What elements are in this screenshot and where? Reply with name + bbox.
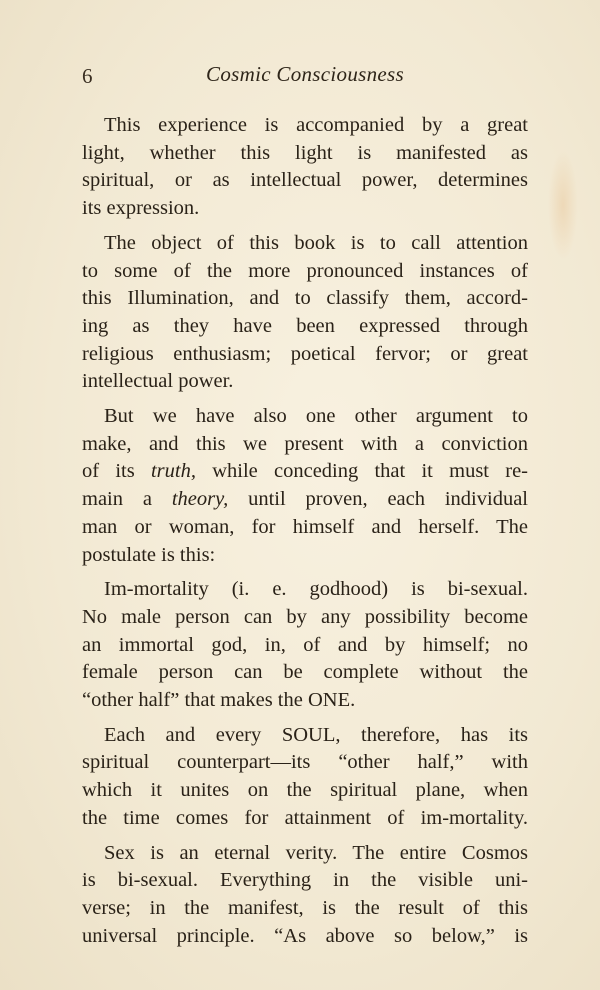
- text-line: spiritual, or as intellectual power, determines: [82, 169, 528, 192]
- text-fragment: main a: [82, 488, 172, 511]
- text-line: make, and this we present with a conviction: [82, 432, 528, 455]
- paragraph-4: [82, 576, 528, 715]
- text-line: its expression.: [82, 197, 200, 220]
- text-fragment: until proven, each individual: [228, 488, 528, 511]
- text-line: religious enthusiasm; poetical fervor; or great: [82, 342, 528, 365]
- text-line: which it unites on the spiritual plane, when: [82, 779, 528, 802]
- paragraph-2: [82, 230, 528, 396]
- text-line: female person can be complete without the: [82, 661, 528, 684]
- text-line: This experience is accompanied by a great: [104, 114, 528, 136]
- text-line: “other half” that makes the ONE.: [82, 689, 356, 712]
- text-line: But we have also one other argument to: [104, 405, 528, 428]
- paragraph-5: [82, 722, 528, 833]
- text-line: No male person can by any possibility become: [82, 605, 528, 628]
- text-fragment: of its: [82, 460, 151, 483]
- text-line: light, whether this light is manifested as: [82, 141, 528, 164]
- paragraph-1: [82, 112, 528, 223]
- text-line: [82, 486, 528, 514]
- running-title: Cosmic Consciousness: [206, 62, 404, 86]
- text-line: Sex is an eternal verity. The entire Cosmos: [104, 841, 528, 864]
- text-line: postulate is this:: [82, 543, 216, 566]
- text-line: spiritual counterpart—its “other half,” with: [82, 751, 528, 774]
- text-line: The object of this book is to call attention: [104, 231, 528, 254]
- text-line: universal principle. “As above so below,” is: [82, 924, 528, 947]
- emphasis-theory: theory,: [171, 488, 229, 511]
- text-line: verse; in the manifest, is the result of this: [82, 896, 528, 919]
- text-line: is bi-sexual. Everything in the visible uni-: [82, 869, 528, 892]
- text-line: this Illumination, and to classify them, accord-: [82, 287, 528, 310]
- text-line: an immortal god, in, of and by himself; no: [82, 633, 528, 656]
- body-text: [82, 112, 528, 957]
- text-fragment: while conceding that it must re-: [195, 460, 528, 483]
- emphasis-truth: truth,: [150, 460, 196, 483]
- paragraph-6: [82, 840, 528, 951]
- text-line: ing as they have been expressed through: [82, 314, 528, 337]
- text-line: the time comes for attainment of im-mortality.: [82, 806, 528, 829]
- text-line: Each and every SOUL, therefore, has its: [104, 723, 528, 746]
- page-header: [82, 62, 528, 92]
- paragraph-3: [82, 403, 528, 569]
- text-line: man or woman, for himself and herself. The: [82, 515, 528, 538]
- text-line: Im-mortality (i. e. godhood) is bi-sexual.: [104, 578, 528, 601]
- paper-stain: [548, 150, 578, 260]
- text-line: intellectual power.: [82, 370, 234, 393]
- text-line: [82, 458, 528, 486]
- text-line: to some of the more pronounced instances of: [82, 259, 528, 282]
- page-number: 6: [82, 64, 93, 88]
